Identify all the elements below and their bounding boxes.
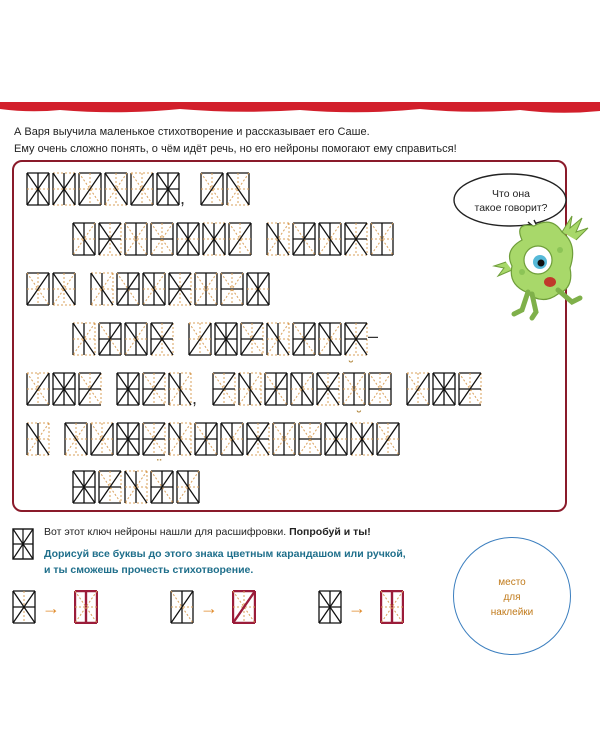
cipher-glyph (344, 222, 368, 256)
cipher-glyph (318, 322, 342, 356)
cipher-glyph (64, 422, 88, 456)
diaeresis-mark: ¨ (157, 456, 162, 471)
comma-mark: , (192, 388, 198, 408)
cipher-glyph (142, 422, 166, 456)
cipher-glyph (168, 422, 192, 456)
cipher-glyph (124, 322, 148, 356)
cipher-glyph (130, 172, 154, 206)
example-result-glyph (74, 590, 98, 624)
cipher-glyph (26, 172, 50, 206)
cipher-glyph (272, 422, 296, 456)
cipher-glyph (52, 172, 76, 206)
cipher-glyph (90, 422, 114, 456)
cipher-glyph (124, 470, 148, 504)
cipher-glyph (266, 222, 290, 256)
cipher-glyph (290, 372, 314, 406)
cipher-glyph (266, 322, 290, 356)
cipher-glyph (26, 422, 50, 456)
cipher-glyph (298, 422, 322, 456)
cipher-glyph (292, 222, 316, 256)
cipher-glyph (78, 172, 102, 206)
cipher-glyph (116, 272, 140, 306)
top-blank-area (0, 0, 600, 102)
example-result-glyph (380, 590, 404, 624)
cipher-glyph (124, 222, 148, 256)
comma-mark: , (180, 188, 186, 208)
cipher-glyph (52, 372, 76, 406)
key-glyph (12, 528, 34, 560)
example-source-glyph (318, 590, 342, 624)
cipher-glyph (228, 222, 252, 256)
cipher-glyph (458, 372, 482, 406)
intro-line-1: А Варя выучила маленькое стихотворение и рассказывает его Саше. (14, 126, 370, 138)
cipher-glyph (194, 272, 218, 306)
cipher-glyph (238, 372, 262, 406)
cipher-glyph (52, 272, 76, 306)
cipher-glyph (246, 272, 270, 306)
cipher-glyph (202, 222, 226, 256)
orange-arrow-icon: → (348, 598, 366, 618)
orange-arrow-icon: → (42, 598, 60, 618)
cipher-glyph (142, 372, 166, 406)
green-monster-icon (492, 210, 592, 325)
cipher-glyph (212, 372, 236, 406)
cipher-glyph (72, 322, 96, 356)
cipher-glyph (200, 172, 224, 206)
cipher-glyph (176, 470, 200, 504)
orange-arrow-icon: → (200, 598, 218, 618)
dash-mark: – (368, 326, 379, 346)
cipher-glyph (194, 422, 218, 456)
red-brush-strip (0, 102, 600, 116)
key-text: Вот этот ключ нейроны нашли для расшифровки. (44, 526, 287, 538)
bubble-line-2: такое говорит? (474, 202, 548, 214)
cipher-glyph (318, 222, 342, 256)
cipher-glyph (316, 372, 340, 406)
cipher-glyph (150, 222, 174, 256)
instruction-line-1: Дорисуй все буквы до этого знака цветным карандашом или ручкой, (44, 548, 406, 560)
sticker-line-3: наклейки (490, 607, 534, 618)
cipher-glyph (98, 470, 122, 504)
sticker-text (453, 575, 571, 620)
intro-text (14, 124, 457, 158)
cipher-glyph (246, 422, 270, 456)
cipher-glyph (264, 372, 288, 406)
cipher-glyph (104, 172, 128, 206)
cipher-glyph (72, 222, 96, 256)
cipher-glyph (188, 322, 212, 356)
bubble-line-1: Что она (492, 188, 530, 200)
cipher-glyph (220, 272, 244, 306)
cipher-glyph (176, 222, 200, 256)
cipher-glyph (98, 222, 122, 256)
breve-mark: ˘ (357, 408, 362, 423)
cipher-glyph (116, 422, 140, 456)
cipher-glyph (214, 322, 238, 356)
cipher-glyph (432, 372, 456, 406)
cipher-glyph (78, 372, 102, 406)
cipher-glyph (350, 422, 374, 456)
cipher-glyph (226, 172, 250, 206)
cipher-glyph (220, 422, 244, 456)
key-description (44, 526, 371, 538)
cipher-glyph (26, 372, 50, 406)
cipher-glyph (72, 470, 96, 504)
key-instruction (44, 546, 406, 578)
example-source-glyph (170, 590, 194, 624)
cipher-glyph (292, 322, 316, 356)
cipher-glyph (324, 422, 348, 456)
sticker-line-2: для (503, 592, 521, 603)
instruction-line-2: и ты сможешь прочесть стихотворение. (44, 564, 254, 576)
cipher-glyph (344, 322, 368, 356)
cipher-glyph (150, 470, 174, 504)
key-emphasis: Попробуй и ты! (289, 526, 371, 538)
sticker-line-1: место (498, 577, 526, 588)
cipher-glyph (342, 372, 366, 406)
cipher-glyph (406, 372, 430, 406)
cipher-glyph (240, 322, 264, 356)
cipher-glyph (370, 222, 394, 256)
cipher-glyph (116, 372, 140, 406)
cipher-glyph (90, 272, 114, 306)
example-source-glyph (12, 590, 36, 624)
cipher-glyph (150, 322, 174, 356)
breve-mark: ˘ (349, 358, 354, 373)
cipher-glyph (142, 272, 166, 306)
cipher-glyph (368, 372, 392, 406)
cipher-glyph (98, 322, 122, 356)
cipher-glyph (168, 372, 192, 406)
cipher-glyph (26, 272, 50, 306)
cipher-glyph (376, 422, 400, 456)
intro-line-2: Ему очень сложно понять, о чём идёт речь, но его нейроны помогают ему справиться! (14, 143, 457, 155)
cipher-glyph (168, 272, 192, 306)
cipher-glyph (156, 172, 180, 206)
example-result-glyph (232, 590, 256, 624)
